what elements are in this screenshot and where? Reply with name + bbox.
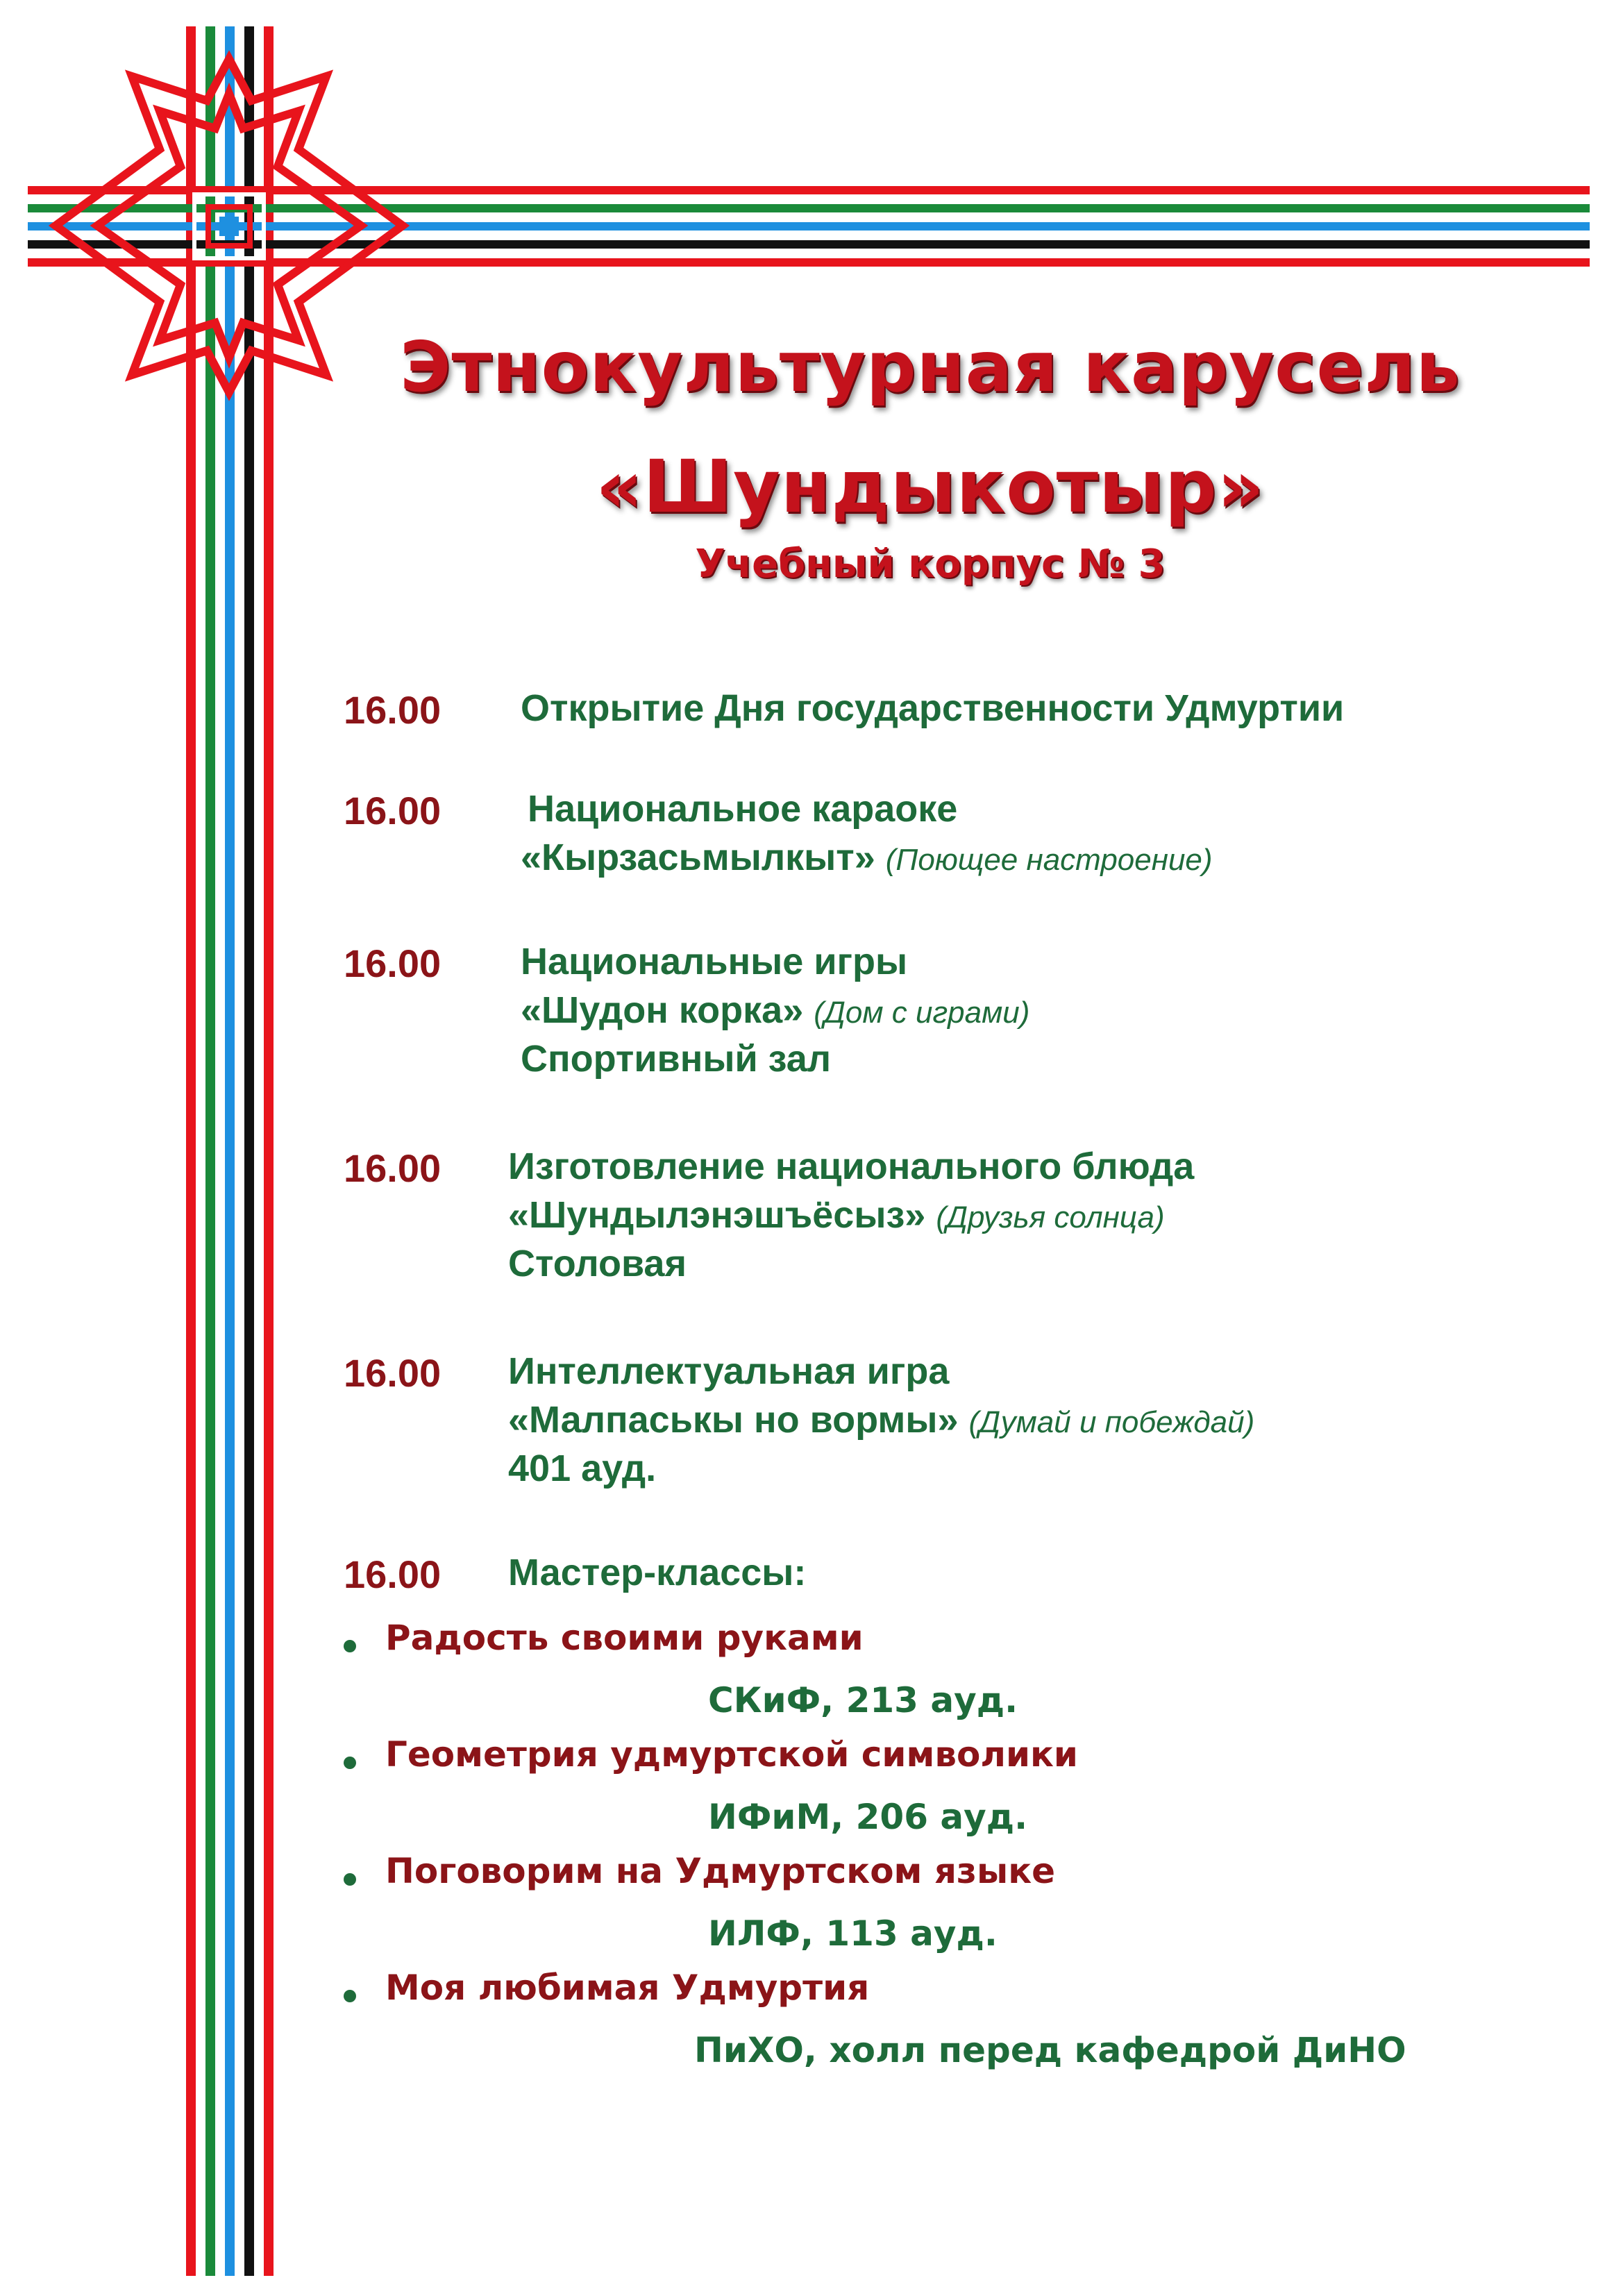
bullet-icon xyxy=(344,1640,356,1652)
bullet-icon xyxy=(344,1873,356,1886)
event-translation: (Дом с играми) xyxy=(814,996,1030,1030)
event-native-name: «Кырзасьмылкыт» xyxy=(521,837,875,878)
master-class-title: Радость своими руками xyxy=(385,1618,864,1658)
event-translation: (Друзья солнца) xyxy=(936,1200,1165,1234)
venue-subtitle: Учебный корпус № 3 xyxy=(695,542,1166,587)
event-location: Столовая xyxy=(508,1243,687,1284)
event-name-title: «Шундыкотыр» xyxy=(596,444,1265,529)
event-title: Национальное караоке xyxy=(528,788,958,830)
event-subtitle xyxy=(521,833,1213,885)
event-time: 16.00 xyxy=(344,688,442,732)
master-class-location: ИЛФ, 113 ауд. xyxy=(708,1913,998,1954)
event-location: Спортивный зал xyxy=(521,1038,832,1080)
master-class-title: Моя любимая Удмуртия xyxy=(385,1968,870,2008)
event-translation: (Поющее настроение) xyxy=(885,843,1213,877)
event-time: 16.00 xyxy=(344,1351,442,1395)
master-class-title: Геометрия удмуртской символики xyxy=(385,1734,1078,1775)
event-time: 16.00 xyxy=(344,1146,442,1190)
bullet-icon xyxy=(344,1990,356,2002)
master-class-location: СКиФ, 213 ауд. xyxy=(708,1680,1018,1720)
event-title: Национальные игры xyxy=(521,941,908,982)
event-subtitle xyxy=(508,1396,1254,1447)
event-title: Интеллектуальная игра xyxy=(508,1350,950,1392)
event-time: 16.00 xyxy=(344,1552,442,1596)
event-title: Мастер-классы: xyxy=(508,1552,807,1593)
event-translation: (Думай и побеждай) xyxy=(968,1405,1255,1439)
event-native-name: «Шундылэнэшъёсыз» xyxy=(508,1194,926,1236)
master-class-title: Поговорим на Удмуртском языке xyxy=(385,1851,1056,1891)
event-location: 401 ауд. xyxy=(508,1448,657,1489)
event-subtitle xyxy=(521,986,1029,1037)
bullet-icon xyxy=(344,1757,356,1769)
event-title: Открытие Дня государственности Удмуртии xyxy=(521,687,1345,729)
page-title: Этнокультурная карусель xyxy=(400,326,1461,408)
master-class-location: ПиХО, холл перед кафедрой ДиНО xyxy=(694,2030,1406,2070)
event-native-name: «Малпаськы но вормы» xyxy=(508,1399,959,1441)
event-subtitle xyxy=(508,1191,1165,1242)
event-time: 16.00 xyxy=(344,941,442,985)
master-class-location: ИФиМ, 206 ауд. xyxy=(708,1797,1028,1837)
event-time: 16.00 xyxy=(344,789,442,832)
event-title: Изготовление национального блюда xyxy=(508,1146,1195,1187)
event-native-name: «Шудон корка» xyxy=(521,989,804,1031)
